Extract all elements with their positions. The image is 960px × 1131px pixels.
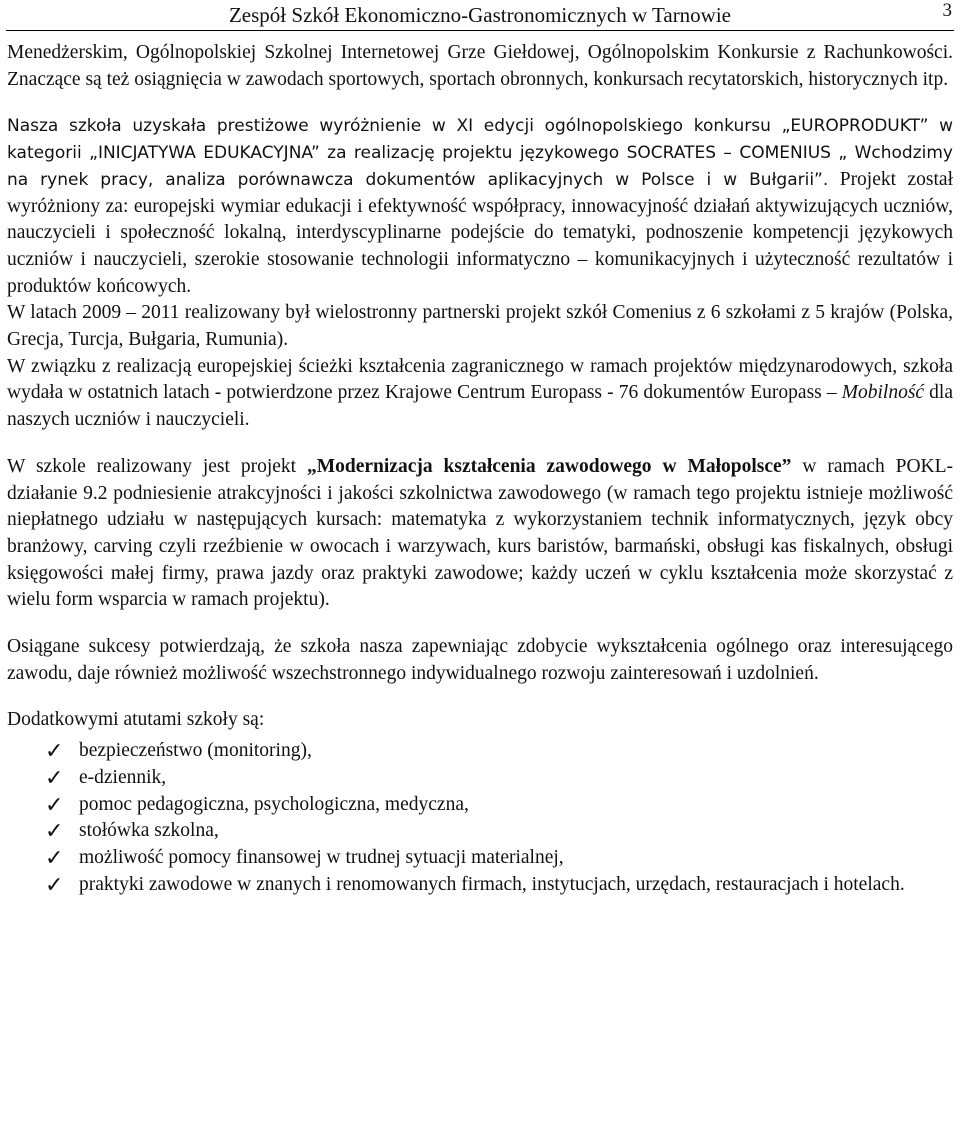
checkmark-icon: ✓	[45, 765, 64, 791]
checkmark-icon: ✓	[45, 845, 64, 871]
project-name: „Modernizacja kształcenia zawodowego w Małopolsce”	[306, 455, 792, 477]
checkmark-icon: ✓	[45, 739, 64, 765]
page-number: 3	[942, 0, 952, 21]
award-sans-text: Nasza szkoła uzyskała prestiżowe wyróżnienie w XI edycji ogólnopolskiego konkursu „EUROPRODUKT” w kategorii „INICJATYWA EDUKACYJNA” za realizację projektu językowego SOCRATES – COMENIUS „ Wchodzimy na rynek pracy, analiza porównawcza dokumentów aplikacyjnych w Polsce i w Bułgarii”.	[7, 116, 953, 190]
paragraph-achievements: Menedżerskim, Ogólnopolskiej Szkolnej Internetowej Grze Giełdowej, Ogólnopolskim Konkursie z Rachunkowości. Znaczące są też osiągnięcia w zawodach sportowych, sportach obronnych, konkursach recytatorskich, historycznych itp.	[7, 42, 953, 90]
paragraph-comenius: W latach 2009 – 2011 realizowany był wielostronny partnerski projekt szkół Comenius z 6 szkołami z 5 krajów (Polska, Grecja, Turcja, Bułgaria, Rumunia).	[7, 302, 953, 351]
checkmark-icon: ✓	[45, 819, 64, 845]
page-header	[6, 0, 954, 31]
paragraph-europass: W związku z realizacją europejskiej ścieżki kształcenia zagranicznego w ramach projektów międzynarodowych, szkoła wydała w ostatnich latach - potwierdzone przez Krajowe Centrum Europass - 76 dokumentów Europass – Mobilność dla naszych uczniów i nauczycieli.	[7, 355, 953, 431]
list-item: ✓ e-dziennik,	[45, 765, 167, 791]
header-title: Zespół Szkół Ekonomiczno-Gastronomicznych w Tarnowie	[228, 3, 732, 27]
checkmark-icon: ✓	[45, 792, 64, 818]
list-item: ✓ stołówka szkolna,	[45, 819, 219, 845]
paragraph-successes: Osiągane sukcesy potwierdzają, że szkoła nasza zapewniając zdobycie wykształcenia ogólnego oraz interesującego zawodu, daje również możliwość wszechstronnego indywidualnego rozwoju zainteresowań i uzdolnień.	[7, 636, 953, 684]
list-item: ✓ pomoc pedagogiczna, psychologiczna, medyczna,	[45, 792, 469, 818]
paragraph-pokl-project: W szkole realizowany jest projekt „Modernizacja kształcenia zawodowego w Małopolsce” w ramach POKL- działanie 9.2 podniesienie atrakcyjności i jakości szkolnictwa zawodowego (w ramach tego projektu istnieje możliwość niepłatnego udziału w następujących kursach: matematyka z wykorzystaniem technik informatycznych, język obcy branżowy, carving czyli rzeźbienie w owocach i warzywach, kurs baristów, barmański, obsługi kas fiskalnych, obsługi księgowości małej firmy, prawa jazdy oraz praktyki zawodowe; każdy uczeń w cyklu kształcenia może skorzystać z wielu form wsparcia w ramach projektu).	[7, 455, 954, 611]
list-item: ✓ praktyki zawodowe w znanych i renomowanych firmach, instytucjach, urzędach, restauracjach i hotelach.	[45, 872, 905, 898]
paragraph-europrodukt-award	[7, 113, 953, 300]
list-item: ✓ bezpieczeństwo (monitoring),	[45, 739, 312, 765]
checkmark-icon: ✓	[45, 872, 64, 898]
europass-mobility-term: Mobilność	[841, 382, 925, 404]
page-content	[7, 40, 953, 898]
list-intro: Dodatkowymi atutami szkoły są:	[7, 709, 265, 731]
award-serif-text: Projekt został wyróżniony za: europejski wymiar edukacji i efektywność współpracy, innowacyjność działań aktywizujących uczniów, nauczycieli i społeczność lokalną, interdyscyplinarne podejście do tematyki, podnoszenie kompetencji językowych uczniów i nauczycieli, szerokie stosowanie technologii informatyczno – komunikacyjnych i użyteczność rezultatów i produktów końcowych.	[7, 168, 953, 297]
list-item: ✓ możliwość pomocy finansowej w trudnej sytuacji materialnej,	[45, 845, 564, 871]
advantages-list	[7, 738, 953, 898]
